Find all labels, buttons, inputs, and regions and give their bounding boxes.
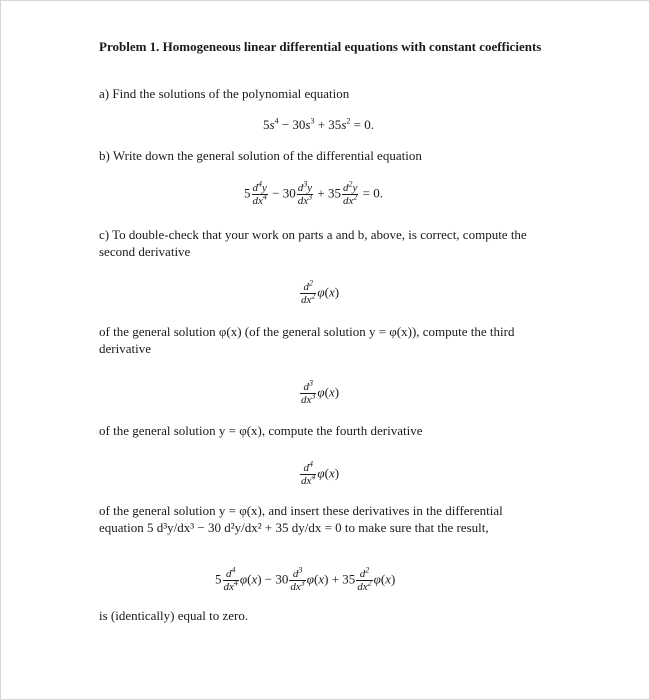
part-c-text-2: of the general solution φ(x) (of the general solution y = φ(x)), compute the third derivative bbox=[99, 324, 515, 356]
part-c-text-5: is (identically) equal to zero. bbox=[99, 608, 249, 623]
problem-title: Problem 1. Homogeneous linear differential equations with constant coefficients bbox=[99, 39, 542, 54]
part-b-text: b) Write down the general solution of the differential equation bbox=[99, 148, 422, 163]
combined-expression: 5 $\frac{d^4}{dx^4}$ φ(x) − 30 $\frac{d^3}{dx^3}$ φ(x) + 35 $\frac{d^2}{dx^2}$ φ(x) bbox=[215, 565, 396, 593]
part-a-equation: $5s^4 - 30s^3 + 35s^2 = 0$. bbox=[263, 116, 374, 132]
part-a-text: a) Find the solutions of the polynomial equation bbox=[99, 86, 350, 101]
part-c-text: c) To double-check that your work on parts a and b, above, is correct, compute the second derivative bbox=[99, 227, 527, 259]
fourth-derivative: $\frac{d^4}{dx^4}$ φ(x) bbox=[301, 459, 340, 487]
part-c-text-3: of the general solution y = φ(x), compute the fourth derivative bbox=[99, 423, 423, 438]
second-derivative: $\frac{d^2}{dx^2}$ φ(x) bbox=[301, 278, 340, 306]
third-derivative: $\frac{d^3}{dx^3}$ φ(x) bbox=[301, 378, 340, 406]
part-b-equation: 5 $\frac{d^4y}{dx^4}$ − 30 $\frac{d^3y}{dx^3}$ + 35 $\frac{d^2y}{dx^2}$ = 0. bbox=[244, 179, 383, 207]
part-c-text-4: of the general solution y = φ(x), and insert these derivatives in the differential equation 5 d³y/dx³ − 30 d²y/dx² + 35 dy/dx = 0 to make sure that the result, bbox=[99, 503, 503, 535]
